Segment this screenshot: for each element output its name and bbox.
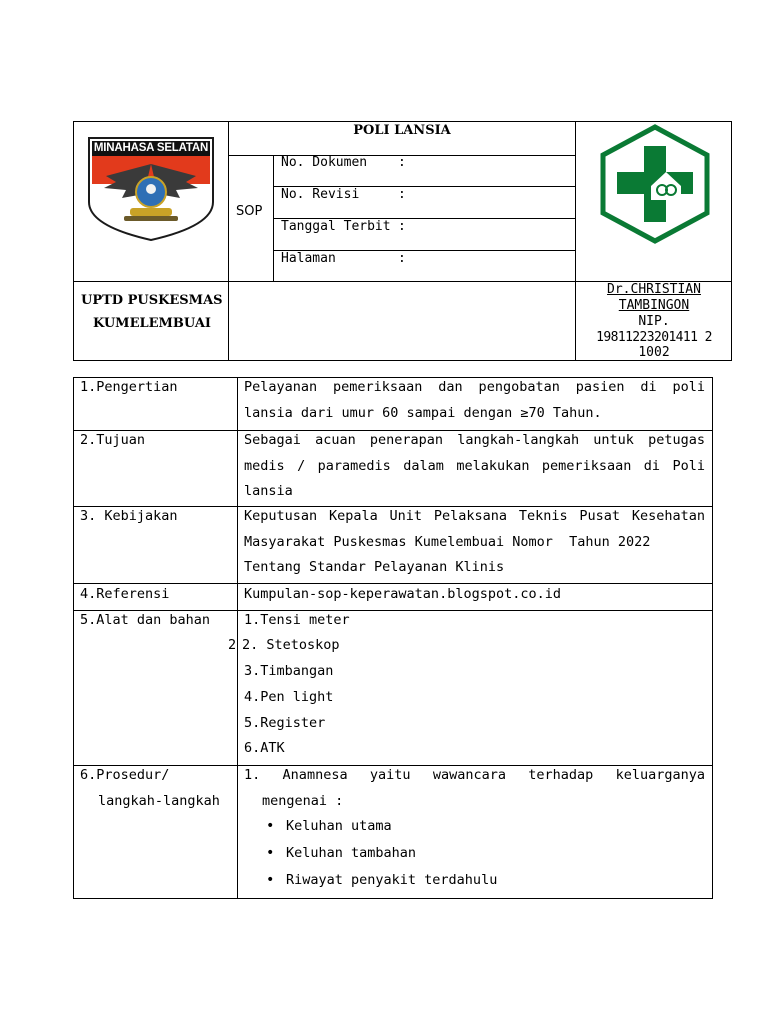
section-label-referensi: 4.Referensi <box>80 586 170 602</box>
signatory-nip-line2: 1002 <box>638 345 670 360</box>
prosedur-step1-line1: 1. Anamnesa yaitu wawancara terhadap keluarganya <box>244 767 705 783</box>
list-item: • Riwayat penyakit terdahulu <box>262 867 702 894</box>
organization-name-line2: KUMELEMBUAI <box>93 316 212 331</box>
meta-no-revisi-label: No. Revisi <box>281 187 360 202</box>
alat-item: 5.Register <box>244 715 326 731</box>
meta-no-revisi-sep: : <box>398 187 406 202</box>
tujuan-line1: Sebagai acuan penerapan langkah-langkah untuk petugas <box>244 432 705 448</box>
meta-no-dokumen-sep: : <box>398 155 406 170</box>
sop-label: SOP <box>236 204 263 219</box>
kebijakan-line3: Tentang Standar Pelayanan Klinis <box>244 559 505 575</box>
signatory-name-line2: TAMBINGON <box>618 298 690 313</box>
puskesmas-logo-icon <box>596 124 714 244</box>
pengertian-line2: lansia dari umur 60 sampai dengan ≥70 Tahun. <box>244 405 602 421</box>
section-label-prosedur-line2: langkah-langkah <box>98 793 220 809</box>
section-label-pengertian: 1.Pengertian <box>80 379 178 395</box>
emblem-banner-text: MINAHASA SELATAN <box>93 142 209 154</box>
tujuan-line3: lansia <box>244 483 293 499</box>
document-title: POLI LANSIA <box>353 123 451 138</box>
pengertian-line1: Pelayanan pemeriksaan dan pengobatan pasien di poli <box>244 379 705 395</box>
alat-stray-mark: 2 <box>228 637 237 653</box>
meta-halaman-sep: : <box>398 251 406 266</box>
alat-item: 1.Tensi meter <box>244 612 350 628</box>
prosedur-step1-line2: mengenai : <box>262 793 344 809</box>
list-item: • Keluhan utama <box>262 813 702 840</box>
kebijakan-line2: Masyarakat Puskesmas Kumelembuai Nomor Tahun 2022 <box>244 534 651 550</box>
signatory-name-line1: Dr.CHRISTIAN <box>607 282 701 297</box>
alat-item: 3.Timbangan <box>244 663 334 679</box>
section-label-alat-dan-bahan: 5.Alat dan bahan <box>80 612 211 628</box>
meta-no-dokumen-label: No. Dokumen <box>281 155 368 170</box>
meta-tanggal-terbit-sep: : <box>398 219 406 234</box>
signatory-nip-line1: 19811223201411 2 <box>596 330 712 345</box>
section-label-tujuan: 2.Tujuan <box>80 432 146 448</box>
organization-name-line1: UPTD PUSKESMAS <box>81 293 223 308</box>
meta-tanggal-terbit-label: Tanggal Terbit <box>281 219 391 234</box>
section-label-kebijakan: 3. Kebijakan <box>80 508 178 524</box>
list-item: • Keluhan tambahan <box>262 840 702 867</box>
alat-item: 4.Pen light <box>244 689 334 705</box>
kebijakan-line1: Keputusan Kepala Unit Pelaksana Teknis Pusat Kesehatan <box>244 508 705 524</box>
tujuan-line2: medis / paramedis dalam melakukan pemeriksaan di Poli <box>244 458 705 474</box>
regency-emblem-icon <box>86 136 216 242</box>
prosedur-bullet-list <box>262 813 702 894</box>
meta-halaman-label: Halaman <box>281 251 336 266</box>
alat-item: 2. Stetoskop <box>242 637 340 653</box>
section-label-prosedur: 6.Prosedur/ <box>80 767 170 783</box>
alat-item: 6.ATK <box>244 740 285 756</box>
signatory-nip-label: NIP. <box>638 314 670 329</box>
referensi-value: Kumpulan-sop-keperawatan.blogspot.co.id <box>244 586 561 602</box>
